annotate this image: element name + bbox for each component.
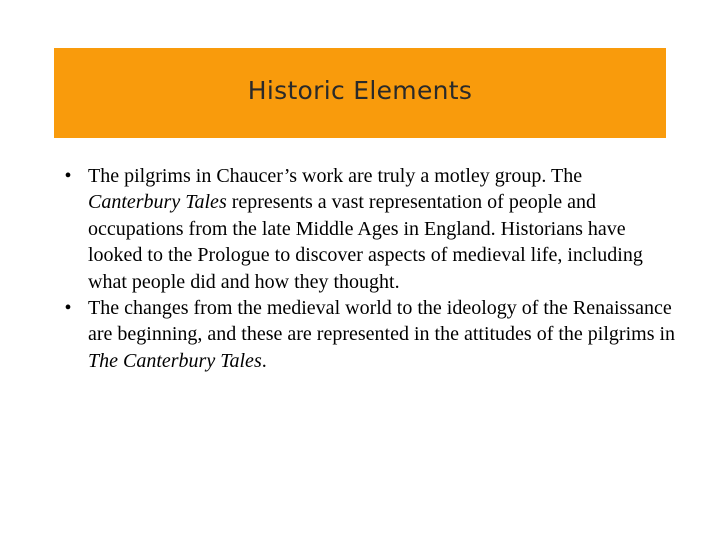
bullet-icon: • [64, 165, 72, 187]
bullet-text-1b: represents a vast representation of people and occupations from the late Middle Ages in England. Historians have looked to the Prologue to discover aspects of medieval life, including what people did and how they thought. [88, 191, 643, 293]
bullet-text-1a: The pilgrims in Chaucer’s work are truly a motley group. The [88, 165, 583, 187]
slide-title: Historic Elements [247, 75, 473, 105]
bullet-text-2b: . [261, 349, 267, 372]
bullet-icon: • [64, 297, 72, 320]
bullet-text-2a: The changes from the medieval world to the ideology of the Renaissance are beginning, and these are represented in the attitudes of the pilgrims in [88, 297, 676, 346]
bullet-list [58, 163, 678, 374]
bullet-text-2-italic: The Canterbury Tales [88, 349, 262, 372]
bullet-text-1-italic: Canterbury Tales [88, 191, 227, 214]
bullet-item-1 [58, 163, 678, 295]
bullet-item-2 [58, 295, 678, 374]
title-bar [54, 48, 666, 138]
